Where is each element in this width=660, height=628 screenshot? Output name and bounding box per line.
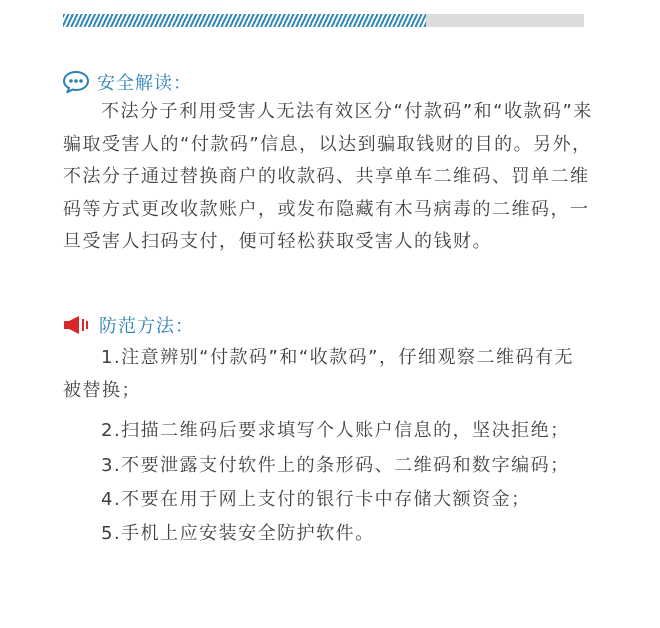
prevention-heading-label: 防范方法： — [99, 316, 194, 337]
header-bar-plain — [426, 14, 584, 27]
security-paragraph: 不法分子利用受害人无法有效区分“付款码”和“收款码”来骗取受害人的“付款码”信息，以达到骗取钱财的目的。另外，不法分子通过替换商户的收款码、共享单车二维码、罚单二维码等方式更改收款账户，或发布隐藏有木马病毒的二维码，一旦受害人扫码支付，便可轻松获取受害人的钱财。 — [63, 101, 593, 252]
megaphone-icon — [63, 315, 91, 335]
speech-bubble-icon — [63, 71, 89, 93]
header-decorative-bar — [63, 14, 584, 27]
prevention-item-5: 5.手机上应安装安全防护软件。 — [101, 523, 375, 544]
prevention-item-2: 2.扫描二维码后要求填写个人账户信息的，坚决拒绝； — [101, 420, 570, 441]
prevention-item-4: 4.不要在用于网上支付的银行卡中存储大额资金； — [101, 489, 531, 510]
prevention-item-1: 1.注意辨别“付款码”和“收款码”，仔细观察二维码有无被替换； — [63, 347, 574, 401]
security-heading — [63, 69, 192, 95]
header-bar-striped — [63, 14, 426, 27]
security-heading-label: 安全解读： — [97, 73, 192, 94]
prevention-heading — [63, 312, 194, 338]
prevention-item-3: 3.不要泄露支付软件上的条形码、二维码和数字编码； — [101, 455, 570, 476]
